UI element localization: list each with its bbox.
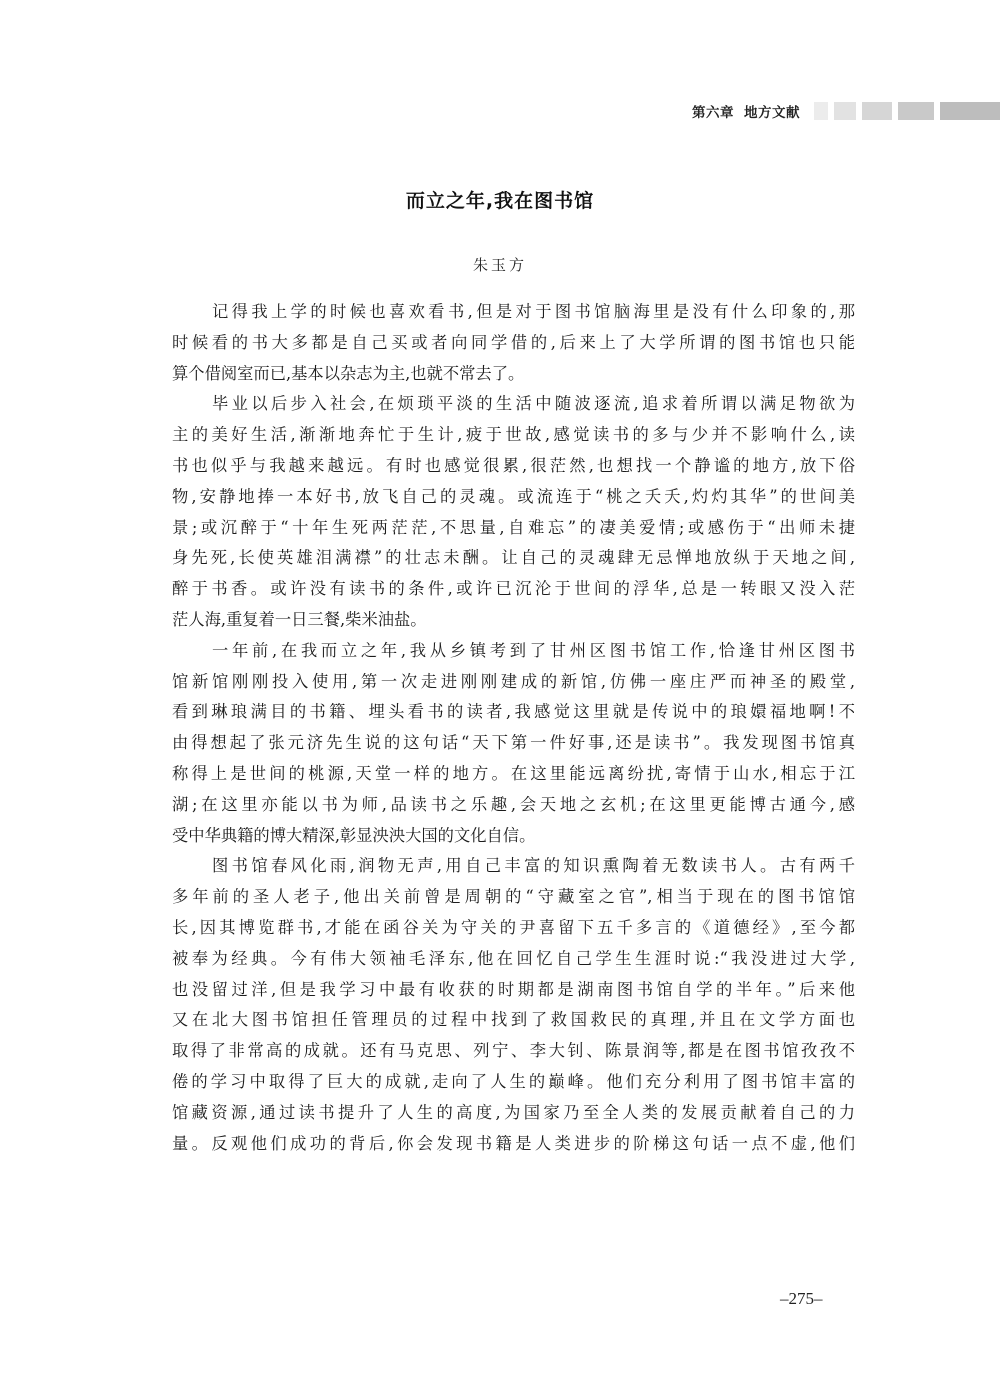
- header-decor-bar: [898, 102, 934, 120]
- article-body: [172, 297, 855, 1159]
- header-chapter-title: [692, 101, 800, 121]
- paragraph-line: 毕业以后步入社会,在烦琐平淡的生活中随波逐流,追求着所谓以满足物欲为: [212, 394, 855, 414]
- paragraph-line: 醉于书香。或许没有读书的条件,或许已沉沦于世间的浮华,总是一转眼又没入茫: [172, 579, 855, 599]
- paragraph-line: 被奉为经典。今有伟大领袖毛泽东,他在回忆自己学生生涯时说:“我没进过大学,: [172, 948, 855, 968]
- paragraph-line: 长,因其博览群书,才能在函谷关为守关的尹喜留下五千多言的《道德经》,至今都: [172, 917, 855, 937]
- paragraph-line: 称得上是世间的桃源,天堂一样的地方。在这里能远离纷扰,寄情于山水,相忘于江: [172, 763, 855, 783]
- paragraph-line: 茫人海,重复着一日三餐,柴米油盐。: [172, 609, 427, 629]
- paragraph-line: 景;或沉醉于“十年生死两茫茫,不思量,自难忘”的凄美爱情;或感伤于“出师未捷: [172, 517, 855, 537]
- header-decor-bar: [834, 102, 856, 120]
- paragraph-line: 馆新馆刚刚投入使用,第一次走进刚刚建成的新馆,仿佛一座庄严而神圣的殿堂,: [172, 671, 855, 691]
- header-decor-bar: [862, 102, 892, 120]
- paragraph-line: 身先死,长使英雄泪满襟”的壮志未酬。让自己的灵魂肆无忌惮地放纵于天地之间,: [172, 548, 855, 568]
- article-author: 朱玉方: [472, 256, 527, 274]
- header-chapter: 第六章: [692, 105, 734, 121]
- paragraph-line: 多年前的圣人老子,他出关前曾是周朝的“守藏室之官”,相当于现在的图书馆馆: [172, 887, 855, 907]
- page-number: –275–: [780, 1289, 823, 1308]
- paragraph-line: 物,安静地捧一本好书,放飞自己的灵魂。或流连于“桃之夭夭,灼灼其华”的世间美: [172, 486, 855, 506]
- header-decor-bar: [814, 102, 828, 120]
- paragraph-line: 馆藏资源,通过读书提升了人生的高度,为国家乃至全人类的发展贡献着自己的力: [172, 1102, 855, 1122]
- header-decor-bar: [940, 102, 1000, 120]
- paragraph-line: 取得了非常高的成就。还有马克思、列宁、李大钊、陈景润等,都是在图书馆孜孜不: [172, 1041, 855, 1061]
- paragraph-line: 算个借阅室而已,基本以杂志为主,也就不常去了。: [172, 363, 525, 383]
- running-header: [692, 100, 1000, 122]
- paragraph-line: 受中华典籍的博大精深,彰显泱泱大国的文化自信。: [172, 825, 536, 845]
- paragraph-line: 时候看的书大多都是自己买或者向同学借的,后来上了大学所谓的图书馆也只能: [172, 332, 855, 352]
- paragraph-line: 湖;在这里亦能以书为师,品读书之乐趣,会天地之玄机;在这里更能博古通今,感: [172, 794, 855, 814]
- paragraph-line: 也没留过洋,但是我学习中最有收获的时期都是湖南图书馆自学的半年。”后来他: [172, 979, 855, 999]
- header-section: 地方文献: [744, 105, 800, 121]
- paragraph-line: 图书馆春风化雨,润物无声,用自己丰富的知识熏陶着无数读书人。古有两千: [212, 856, 855, 876]
- paragraph-line: 由得想起了张元济先生说的这句话“天下第一件好事,还是读书”。我发现图书馆真: [172, 733, 855, 753]
- paragraph-line: 看到琳琅满目的书籍、埋头看书的读者,我感觉这里就是传说中的琅嬛福地啊!不: [172, 702, 855, 722]
- article-title: 而立之年,我在图书馆: [405, 190, 595, 212]
- paragraph-line: 倦的学习中取得了巨大的成就,走向了人生的巅峰。他们充分利用了图书馆丰富的: [172, 1071, 855, 1091]
- paragraph-line: 又在北大图书馆担任管理员的过程中找到了救国救民的真理,并且在文学方面也: [172, 1010, 855, 1030]
- paragraph-line: 主的美好生活,渐渐地奔忙于生计,疲于世故,感觉读书的多与少并不影响什么,读: [172, 425, 855, 445]
- paragraph-line: 书也似乎与我越来越远。有时也感觉很累,很茫然,也想找一个静谧的地方,放下俗: [172, 455, 855, 475]
- paragraph-line: 记得我上学的时候也喜欢看书,但是对于图书馆脑海里是没有什么印象的,那: [212, 302, 855, 321]
- paragraph-line: 量。反观他们成功的背后,你会发现书籍是人类进步的阶梯这句话一点不虚,他们: [172, 1133, 855, 1153]
- paragraph-line: 一年前,在我而立之年,我从乡镇考到了甘州区图书馆工作,恰逢甘州区图书: [212, 640, 855, 660]
